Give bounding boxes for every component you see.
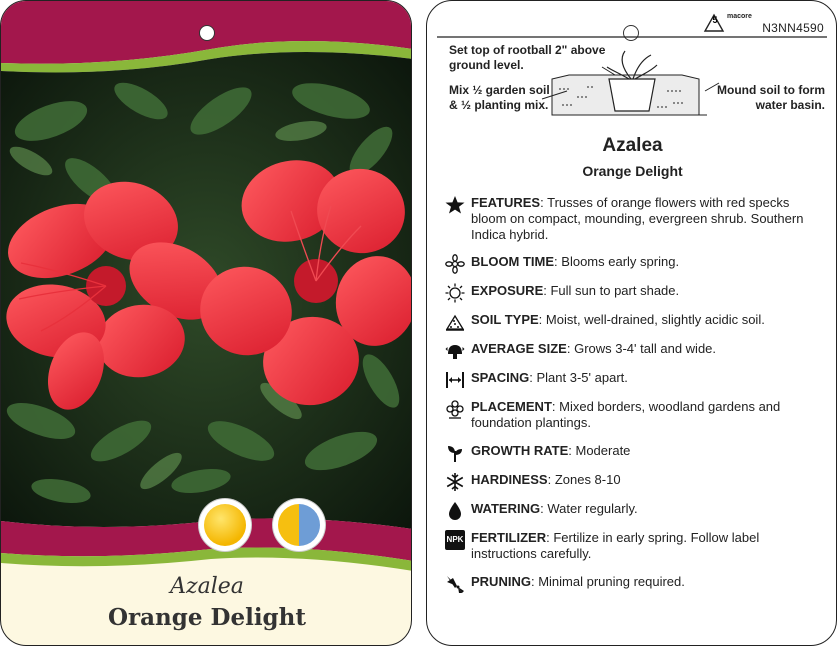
item-text: Grows 3-4' tall and wide. xyxy=(570,341,717,356)
tag-code: N3NN4590 xyxy=(762,21,824,35)
flower-icon xyxy=(445,254,465,274)
item-label: FERTILIZER xyxy=(471,530,547,545)
item-text: Mixed borders, woodland gardens and foundation plantings. xyxy=(471,399,781,430)
item-text: Water regularly. xyxy=(543,501,638,516)
item-label: HARDINESS xyxy=(471,472,548,487)
recycle-brand: macore xyxy=(727,13,752,20)
sun-icon xyxy=(445,283,465,303)
planting-diagram xyxy=(437,31,827,131)
item-text: Blooms early spring. xyxy=(557,254,680,269)
pruners-icon xyxy=(445,574,465,594)
planting-left-note: Mix ½ garden soil & ½ planting mix. xyxy=(449,83,550,112)
item-label: WATERING xyxy=(471,501,541,516)
spacing-icon xyxy=(445,370,465,390)
star-icon xyxy=(445,195,465,215)
item-text: Fertilize in early spring. Follow label instructions carefully. xyxy=(471,530,760,561)
item-label: BLOOM TIME xyxy=(471,254,555,269)
item-label: SOIL TYPE xyxy=(471,312,539,327)
item-label: AVERAGE SIZE xyxy=(471,341,567,356)
growth-icon xyxy=(445,443,465,463)
exposure-icons xyxy=(199,499,327,551)
hang-hole xyxy=(199,25,215,41)
item-label: PRUNING xyxy=(471,574,531,589)
front-variety-name: Orange Delight xyxy=(108,604,306,631)
item-label: PLACEMENT xyxy=(471,399,552,414)
back-variety-name: Orange Delight xyxy=(582,163,683,179)
item-label: SPACING xyxy=(471,370,530,385)
planting-right-note: Mound soil to form water basin. xyxy=(717,83,825,112)
item-text: Zones 8-10 xyxy=(551,472,621,487)
item-text: Full sun to part shade. xyxy=(546,283,680,298)
plant-tag-back: 5 macore N3NN4590 Set top of rootball 2" above ground level. Mix ½ garden soil & ½ planting mix. Mound soil to form water basin. Azalea Orange Delight FEATURES: Trusses of orange flowers with red specks bloom on compact, mounding, evergreen shrub. Southern Indica hybrid. BLOOM TIME: Blooms early spring. EXPOSURE: Full sun to part shade. SOIL TYPE: Moist, well-drained, slightly acidic soil. AVERAGE SIZE: Grows 3-4' tall and wide. SPACING: Plant 3-5' apart. PLACEMENT: Mixed borders, woodland gardens and foundation plantings. GROWTH RATE: Moderate HARDINESS: Zones 8-10 WATERING: Water regularly. NPK FERTILIZER: Fertilize in early spring. Follow label instructions carefully. PRUNING: Minimal pruning required. xyxy=(426,0,837,646)
snowflake-icon xyxy=(445,472,465,492)
item-label: EXPOSURE xyxy=(471,283,544,298)
recycle-number: 5 xyxy=(712,15,718,25)
full-sun-icon xyxy=(199,499,251,551)
azalea-photo xyxy=(1,52,412,529)
item-text: Moderate xyxy=(571,443,631,458)
planting-top-note: Set top of rootball 2" above ground level. xyxy=(449,43,606,72)
item-text: Trusses of orange flowers with red specks bloom on compact, mounding, evergreen shrub. Southern Indica hybrid. xyxy=(471,195,804,242)
item-text: Minimal pruning required. xyxy=(534,574,685,589)
soil-icon xyxy=(445,312,465,332)
part-shade-icon xyxy=(273,499,325,551)
npk-icon: NPK xyxy=(445,530,465,550)
front-common-name: Azalea xyxy=(170,574,244,599)
placement-icon xyxy=(445,399,465,419)
plant-tag-front xyxy=(0,0,412,646)
back-common-name: Azalea xyxy=(602,135,663,156)
item-label: FEATURES xyxy=(471,195,541,210)
item-label: GROWTH RATE xyxy=(471,443,569,458)
item-text: Moist, well-drained, slightly acidic soil. xyxy=(542,312,765,327)
water-drop-icon xyxy=(445,501,465,521)
item-text: Plant 3-5' apart. xyxy=(532,370,628,385)
plant-size-icon xyxy=(445,341,465,361)
